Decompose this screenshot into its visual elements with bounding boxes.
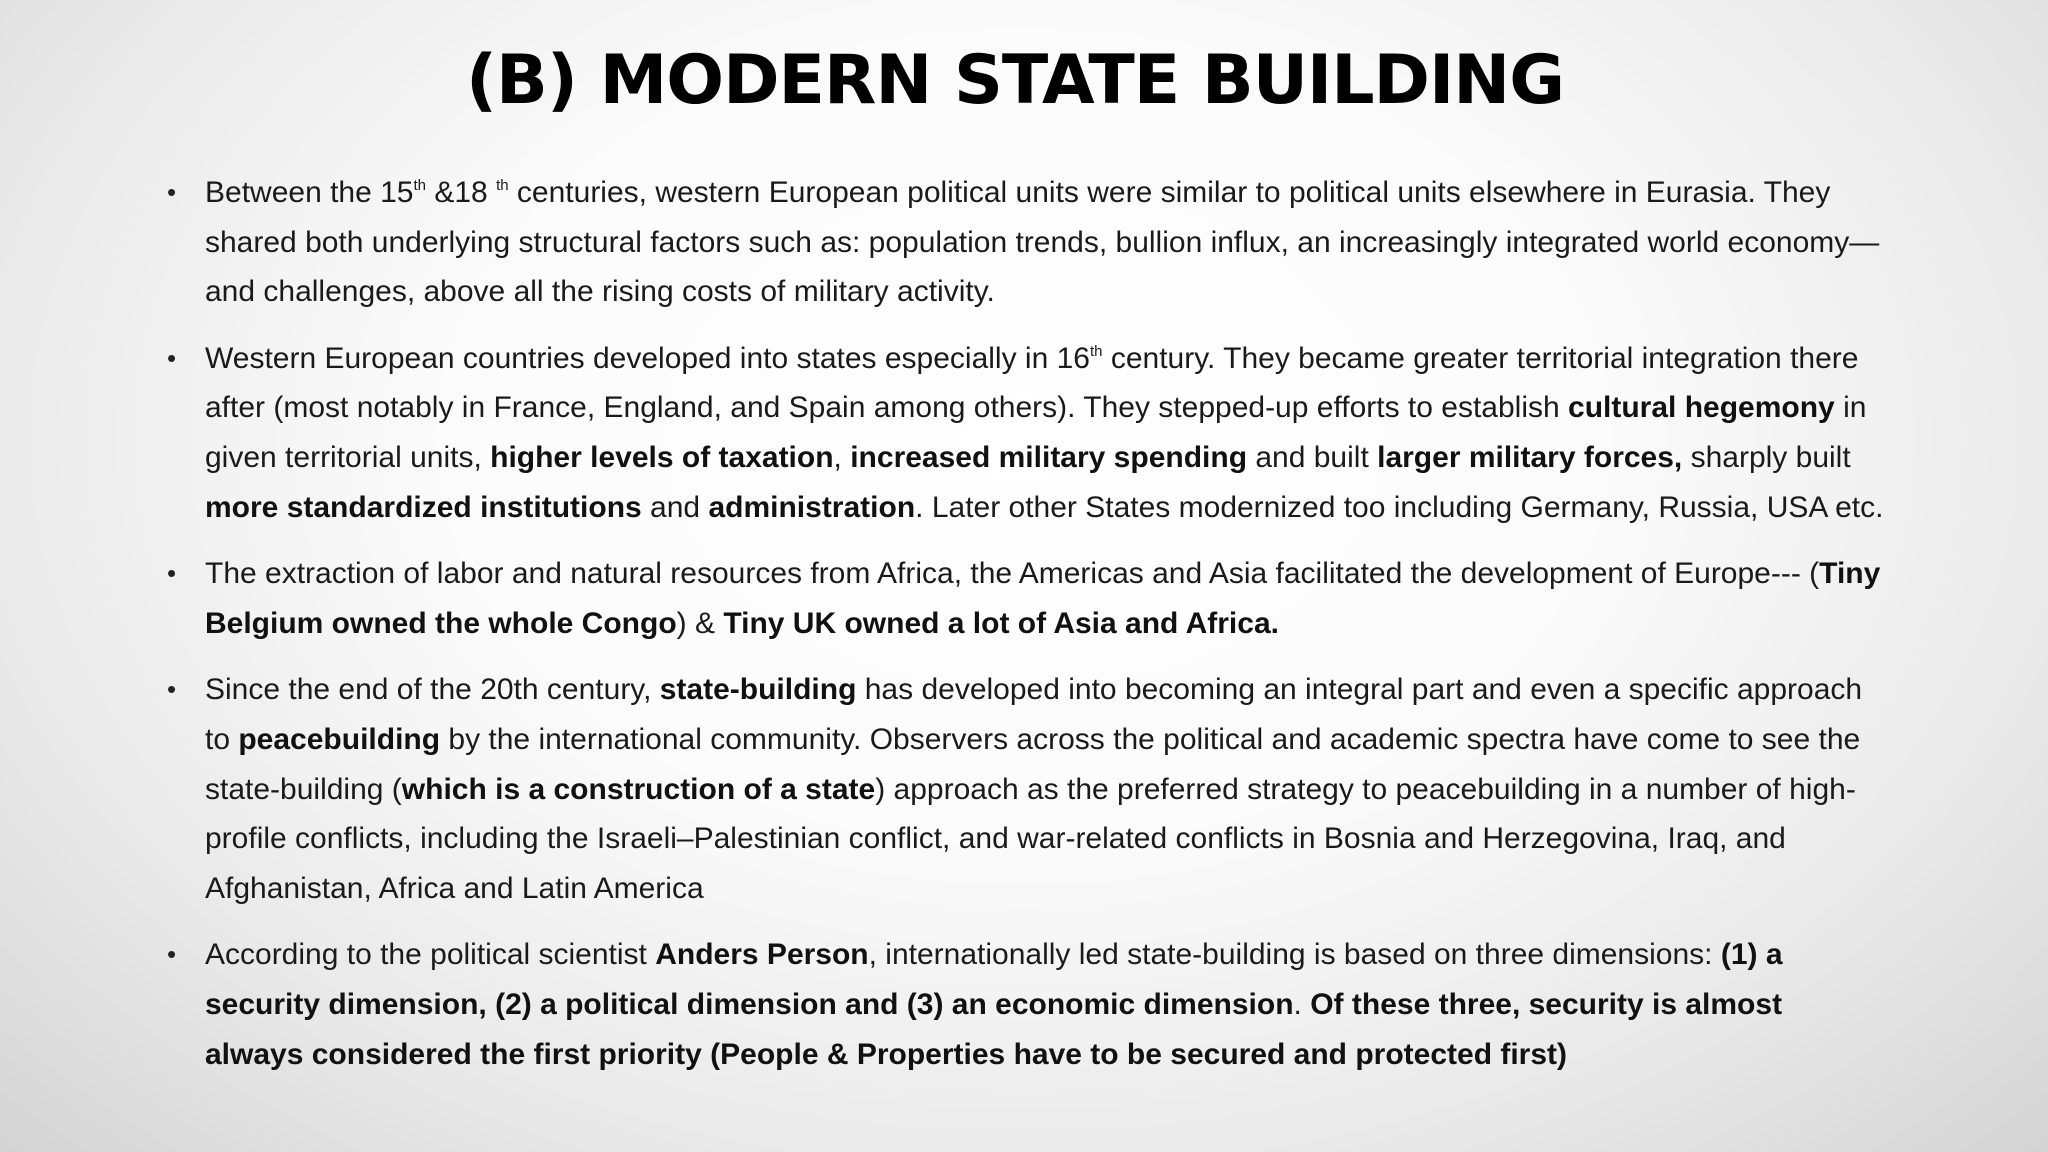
bullet-dot-icon: • (167, 342, 177, 373)
text-run: , internationally led state-building is based on three dimensions: (868, 938, 1721, 972)
bold-phrase: which is a construction of a state (401, 772, 876, 806)
bold-phrase: cultural hegemony (1568, 391, 1835, 425)
bold-phrase: more standardized institutions (205, 490, 642, 524)
bold-phrase: Of these three, security is almost always considered the first priority (People & Properties have to be secured and protected first) (205, 987, 1783, 1071)
text-run: Since the end of the 20th century, (205, 673, 660, 707)
text-run: &18 (426, 176, 497, 209)
bullet-item-european-political-units (167, 168, 1885, 317)
text-run: . (1293, 987, 1311, 1021)
bold-phrase: Tiny UK owned a lot of Asia and Africa. (723, 606, 1279, 640)
bold-phrase: Anders Person (655, 938, 869, 972)
bullet-dot-icon: • (167, 558, 177, 589)
text-run: Western European countries developed into states especially in 16 (205, 341, 1090, 375)
bullet-dot-icon: • (167, 177, 177, 207)
bold-phrase: Tiny Belgium owned the whole Congo (205, 557, 1881, 640)
bullet-item-western-european-states (167, 334, 1885, 532)
superscript: th (413, 177, 427, 194)
bullet-item-three-dimensions (167, 930, 1885, 1079)
text-run: , (833, 440, 851, 474)
text-run: in given territorial units, (205, 391, 1867, 474)
superscript: th (496, 177, 509, 194)
text-run: centuries, western European political units were similar to political units elsewhere in Eurasia. They shared both underlying structural factors such as: population trends, bullion influx, an increasingly integrated world economy—and challenges, above all the rising costs of military activity. (205, 176, 1880, 309)
bold-phrase: higher levels of taxation (490, 440, 834, 474)
bold-phrase: peacebuilding (238, 722, 441, 756)
text-run: and built (1247, 440, 1378, 474)
text-run: ) & (676, 606, 724, 640)
superscript: th (1090, 342, 1103, 360)
slide-title: (B) MODERN STATE BUILDING (465, 41, 1565, 120)
bullet-item-state-building-peacebuilding (167, 665, 1885, 913)
text-run: The extraction of labor and natural resources from Africa, the Americas and Asia facilitated the development of Europe--- ( (205, 557, 1820, 591)
text-run: sharply built (1682, 440, 1851, 474)
bullet-dot-icon: • (167, 674, 177, 705)
text-run: According to the political scientist (205, 938, 656, 972)
bold-phrase: administration (708, 490, 916, 524)
text-run: Between the 15 (205, 176, 414, 209)
text-run: and (641, 490, 709, 524)
bold-phrase: increased military spending (850, 440, 1248, 474)
text-run: by the international community. Observers across the political and academic spectra have come to see the state-building ( (205, 722, 1861, 806)
text-run: has developed into becoming an integral part and even a specific approach to (205, 673, 1863, 756)
text-run: century. They became greater territorial integration there after (most notably in France, England, and Spain among others). They stepped-up efforts to establish (205, 341, 1859, 425)
bold-phrase: state-building (659, 673, 857, 707)
bullet-dot-icon: • (167, 939, 177, 970)
text-run: . Later other States modernized too including Germany, Russia, USA etc. (915, 490, 1884, 524)
bullet-list (167, 168, 1885, 1096)
bullet-item-resource-extraction (167, 549, 1885, 648)
bold-phrase: (1) a security dimension, (2) a political dimension and (3) an economic dimension (205, 938, 1783, 1021)
text-run: ) approach as the preferred strategy to peacebuilding in a number of high-profile conflicts, including the Israeli–Palestinian conflict, and war-related conflicts in Bosnia and Herzegovina, Iraq, and Afghanistan, Africa and Latin America (205, 772, 1856, 905)
bold-phrase: larger military forces, (1377, 440, 1683, 474)
